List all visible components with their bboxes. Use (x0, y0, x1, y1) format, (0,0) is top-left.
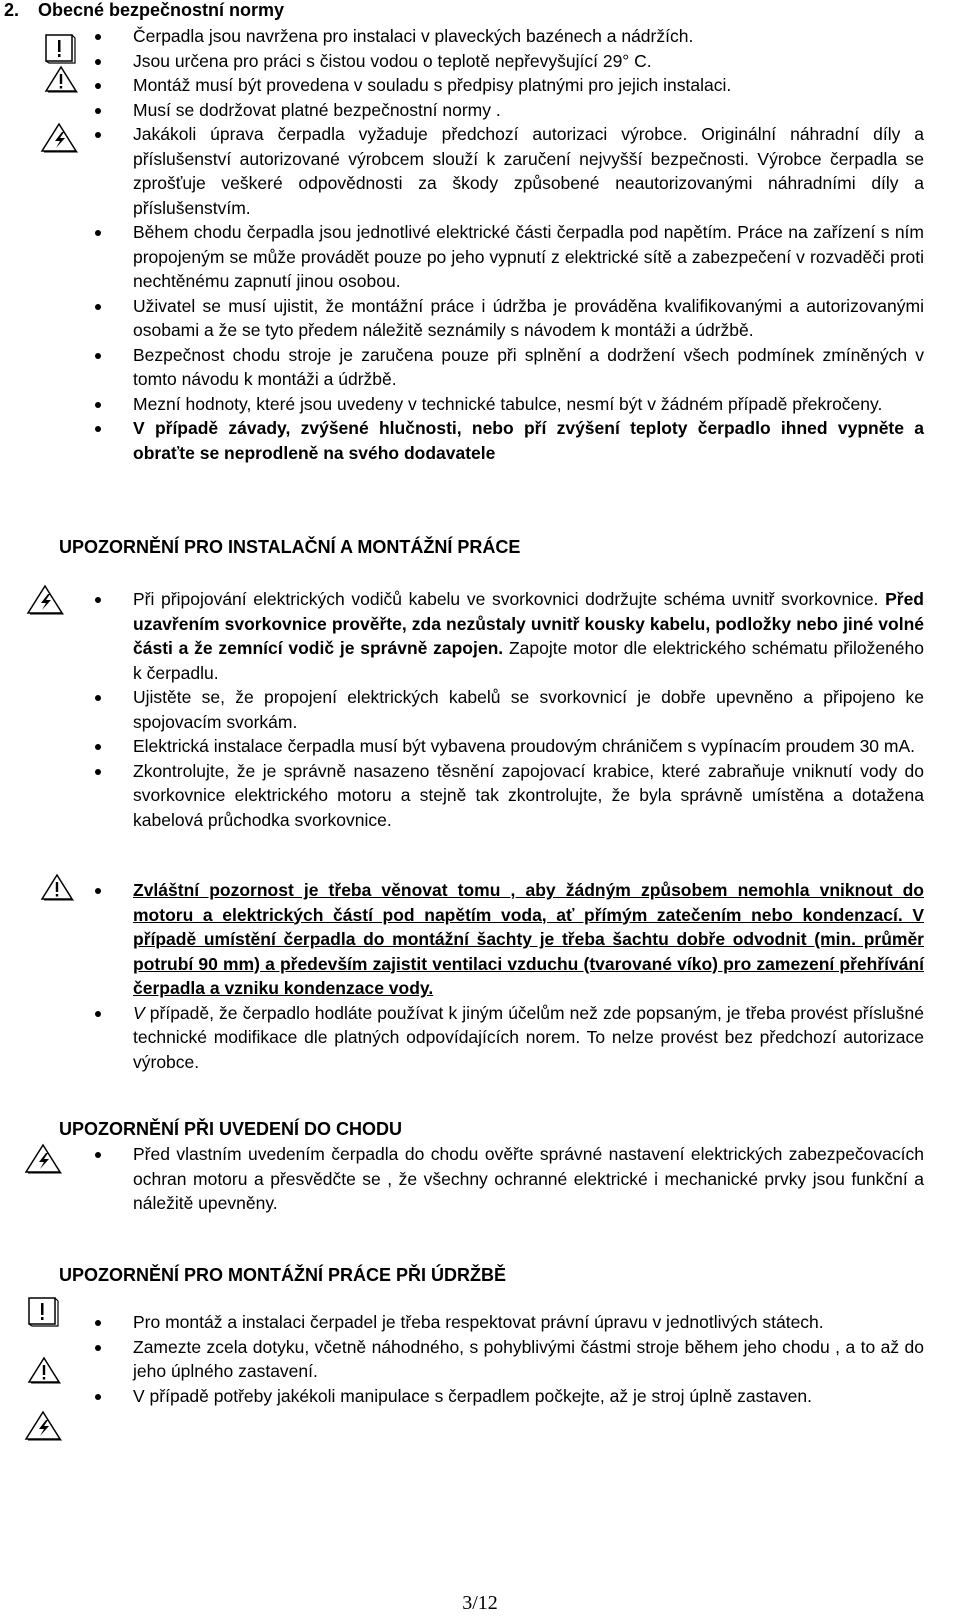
list-item: Při připojování elektrických vodičů kabelu ve svorkovnici dodržujte schéma uvnitř svorkovnice. Před uzavřením svorkovnice prověřte, zda nezůstaly uvnitř kousky kabelu, podložky nebo jiné volné části a že zemnící vodič je správně zapojen. Zapojte motor dle elektrického schématu přiloženého k čerpadlu. (0, 587, 960, 685)
bullet (95, 1394, 101, 1400)
list-item: Pro montáž a instalaci čerpadel je třeba respektovat právní úpravu v jednotlivých státech. (0, 1310, 960, 1335)
section-number: 2. (4, 0, 20, 20)
electrical-hazard-icon (24, 1410, 62, 1442)
list-item: Elektrická instalace čerpadla musí být vybavena proudovým chráničem s vypínacím proudem 30 mA. (0, 734, 960, 759)
installation-list (0, 587, 960, 832)
bullet (95, 1345, 101, 1351)
list-item: Jsou určena pro práci s čistou vodou o teplotě nepřevyšující 29° C. (0, 49, 960, 74)
maintenance-warning-title: UPOZORNĚNÍ PRO MONTÁŽNÍ PRÁCE PŘI ÚDRŽBĚ (59, 1265, 507, 1285)
list-item: Zkontrolujte, že je správně nasazeno těsnění zapojovací krabice, které zabraňuje vniknutí vody do svorkovnice elektrického motoru a stejně tak zkontrolujte, že byla správně umístěna a dotažena kabelová průchodka svorkovnice. (0, 759, 960, 833)
bullet (95, 304, 101, 310)
list-item: Mezní hodnoty, které jsou uvedeny v technické tabulce, nesmí být v žádném případě překročeny. (0, 392, 960, 417)
bullet (95, 230, 101, 236)
list-item: Musí se dodržovat platné bezpečnostní normy . (0, 98, 960, 123)
bullet (95, 402, 101, 408)
bullet (95, 108, 101, 114)
page-number: 3/12 (462, 1592, 498, 1614)
bullet (95, 353, 101, 359)
list-item: Montáž musí být provedena v souladu s předpisy platnými pro jejich instalaci. (0, 73, 960, 98)
bullet (95, 1011, 101, 1017)
bullet (95, 426, 101, 432)
bullet (95, 695, 101, 701)
list-item: Před vlastním uvedením čerpadla do chodu ověřte správné nastavení elektrických zabezpečovacích ochran motoru a přesvědčte se , že všechny ochranné elektrické i mechanické prvky jsou funkční a náležitě upevněny. (0, 1142, 960, 1216)
bullet (95, 888, 101, 894)
section-heading (0, 0, 284, 21)
bullet (95, 769, 101, 775)
installation-warning-title: UPOZORNĚNÍ PRO INSTALAČNÍ A MONTÁŽNÍ PRÁCE (59, 537, 521, 557)
startup-list (0, 1142, 960, 1216)
maintenance-list (0, 1310, 960, 1408)
list-item: Zvláštní pozornost je třeba věnovat tomu , aby žádným způsobem nemohla vniknout do motoru a elektrických částí pod napětím voda, ať přímým zatečením nebo kondenzací. V případě umístění čerpadla do montážní šachty je třeba šachtu dobře odvodnit (min. průměr potrubí 90 mm) a především zajistit ventilaci vzduchu (tvarované víko) pro zamezení přehřívání čerpadla a vzniku kondenzace vody. (0, 878, 960, 1001)
list-item: Ujistěte se, že propojení elektrických kabelů se svorkovnicí je dobře upevněno a připojeno ke spojovacím svorkám. (0, 685, 960, 734)
section-title: Obecné bezpečnostní normy (38, 0, 285, 20)
bullet (95, 1320, 101, 1326)
startup-warning-title: UPOZORNĚNÍ PŘI UVEDENÍ DO CHODU (59, 1119, 403, 1139)
list-item: Uživatel se musí ujistit, že montážní práce i údržba je prováděna kvalifikovanými a autorizovanými osobami a že se tyto předem náležitě seznámily s návodem k montáži a údržbě. (0, 294, 960, 343)
list-item: Zamezte zcela dotyku, včetně náhodného, s pohyblivými částmi stroje během jeho chodu , a to až do jeho úplného zastavení. (0, 1335, 960, 1384)
bullet (95, 132, 101, 138)
bullet (95, 59, 101, 65)
list-item: Během chodu čerpadla jsou jednotlivé elektrické části čerpadla pod napětím. Práce na zařízení s ním propojeným se může provádět pouze po jeho vypnutí z elektrické sítě a zabezpečení v rozvaděči proti nechtěnému zapnutí jinou osobou. (0, 220, 960, 294)
general-safety-list (0, 24, 960, 465)
bullet (95, 83, 101, 89)
bullet (95, 34, 101, 40)
list-item: V případě závady, zvýšené hlučnosti, nebo pří zvýšení teploty čerpadlo ihned vypněte a obraťte se neprodleně na svého dodavatele (0, 416, 960, 465)
bullet (95, 744, 101, 750)
list-item: V případě potřeby jakékoli manipulace s čerpadlem počkejte, až je stroj úplně zastaven. (0, 1384, 960, 1409)
list-item: V případě, že čerpadlo hodláte používat k jiným účelům než zde popsaným, je třeba provést příslušné technické modifikace dle platných odpovídajících norem. To nelze provést bez předchozí autorizace výrobce. (0, 1001, 960, 1075)
bullet (95, 597, 101, 603)
moisture-warning-list (0, 878, 960, 1074)
list-item: Jakákoli úprava čerpadla vyžaduje předchozí autorizaci výrobce. Originální náhradní díly a příslušenství autorizované výrobcem slouží k zaručení nejvyšší bezpečnosti. Výrobce čerpadla se zprošťuje veškeré odpovědnosti za škody způsobené neautorizovanými náhradními díly a příslušenstvím. (0, 122, 960, 220)
list-item: Čerpadla jsou navržena pro instalaci v plaveckých bazénech a nádržích. (0, 24, 960, 49)
bullet (95, 1152, 101, 1158)
list-item: Bezpečnost chodu stroje je zaručena pouze při splnění a dodržení všech podmínek zmíněných v tomto návodu k montáži a údržbě. (0, 343, 960, 392)
